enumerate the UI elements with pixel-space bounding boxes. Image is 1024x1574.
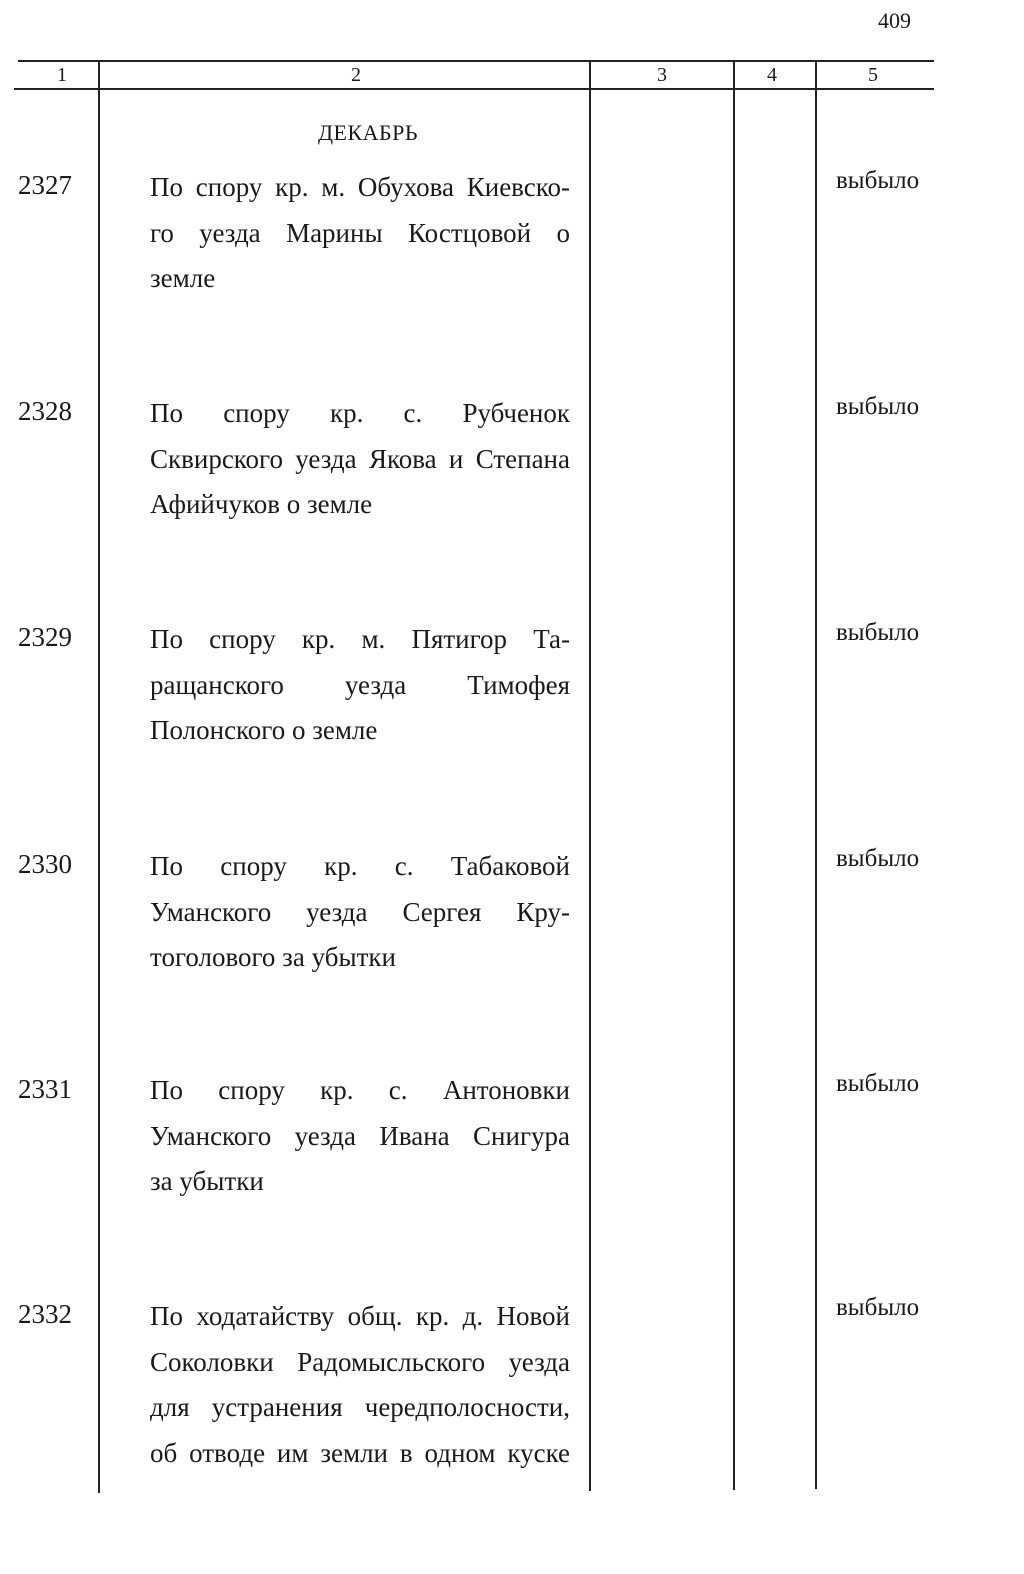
entry-number: 2328: [18, 396, 72, 426]
entry-status: выбыло: [836, 619, 920, 646]
entry-line: об отводе им земли в одном куске: [150, 1437, 570, 1468]
column-divider-3: [733, 61, 735, 1490]
entry-number: 2331: [18, 1074, 72, 1104]
entry-description: [150, 617, 570, 754]
column-divider-1: [98, 61, 100, 1493]
column-header-2: 2: [351, 64, 361, 86]
entry-status: выбыло: [836, 1294, 920, 1321]
entry-line: для устранения чередполосности,: [150, 1392, 570, 1422]
entry-line: тоголового за убытки: [150, 942, 396, 972]
entry-line: Афийчуков о земле: [150, 489, 373, 519]
column-header-3: 3: [657, 64, 667, 86]
entry-line: По ходатайству общ. кр. д. Новой: [150, 1301, 570, 1331]
entry-status: выбыло: [836, 845, 920, 872]
column-header-4: 4: [767, 64, 777, 86]
column-divider-4: [815, 61, 817, 1489]
entry-number: 2330: [18, 849, 72, 879]
entry-line: го уезда Марины Костцовой о: [150, 217, 570, 248]
entry-line: Соколовки Радомысльского уезда: [150, 1346, 570, 1377]
column-divider-2: [589, 61, 591, 1491]
column-header-5: 5: [868, 64, 878, 86]
entry-description: [150, 391, 570, 528]
entry-line: По спору кр. с. Табаковой: [150, 851, 570, 881]
entry-description: [150, 165, 570, 302]
table-header-rule: [14, 88, 934, 90]
entry-line: По спору кр. м. Пятигор Та-: [150, 624, 570, 654]
entry-number: 2332: [18, 1299, 72, 1329]
entry-status: выбыло: [836, 393, 920, 420]
entry-line: По спору кр. с. Рубченок: [150, 398, 570, 428]
entry-line: По спору кр. с. Антоновки: [150, 1075, 570, 1105]
entry-line: Уманского уезда Сергея Кру-: [150, 896, 570, 927]
entry-status: выбыло: [836, 167, 920, 194]
entry-line: за убытки: [150, 1166, 264, 1196]
entry-line: Сквирского уезда Якова и Степана: [150, 443, 570, 474]
table-top-rule: [18, 60, 934, 62]
entry-line: По спору кр. м. Обухова Киевско-: [150, 172, 570, 202]
entry-number: 2329: [18, 622, 72, 652]
entry-number: 2327: [18, 170, 72, 200]
entry-line: ращанского уезда Тимофея: [150, 669, 570, 700]
entry-line: земле: [150, 263, 216, 293]
entry-description: [150, 1294, 570, 1476]
entry-description: [150, 1068, 570, 1205]
column-header-1: 1: [57, 64, 67, 86]
entry-line: Уманского уезда Ивана Снигура: [150, 1120, 570, 1151]
entry-status: выбыло: [836, 1070, 920, 1097]
entry-description: [150, 844, 570, 981]
page-number: 409: [878, 8, 911, 33]
month-heading: ДЕКАБРЬ: [318, 120, 419, 145]
entry-line: Полонского о земле: [150, 715, 378, 745]
